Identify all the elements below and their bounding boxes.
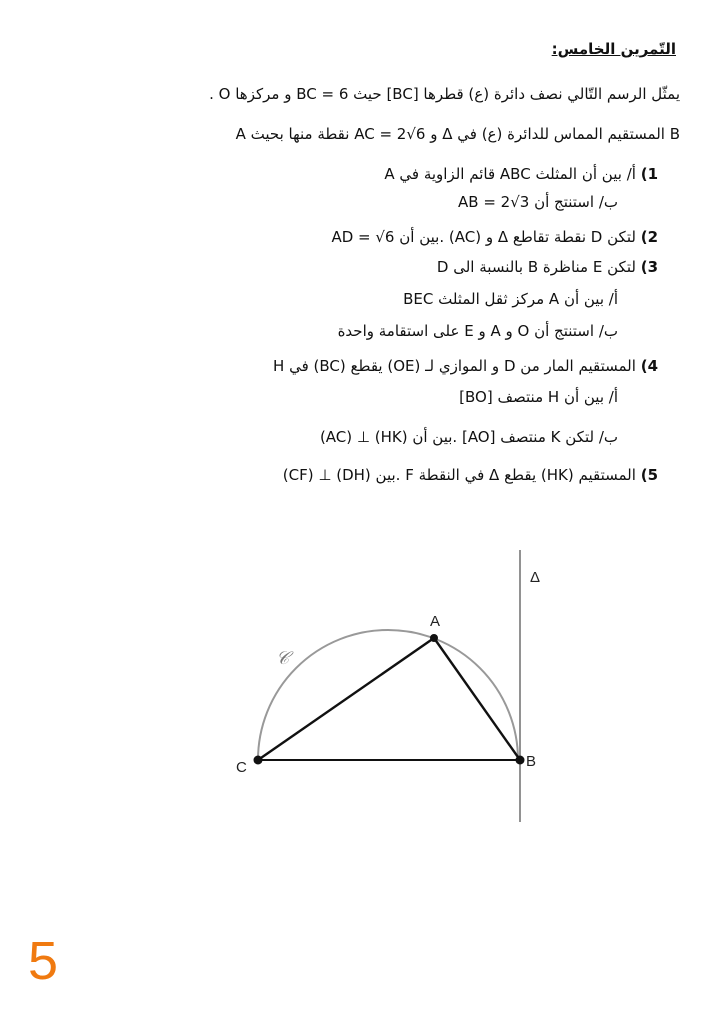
question-5-number: 5)	[640, 466, 658, 484]
intro-line-2: A نقطة منها بحيث AC = 2√6 و Δ المستقيم المماس للدائرة (ع) في B	[235, 125, 680, 143]
question-5-text: المستقيم (HK) يقطع Δ في النقطة F .بين (DH) ⊥ (CF)	[282, 466, 636, 484]
question-4	[273, 357, 658, 375]
question-4-text: المستقيم المار من D و الموازي لـ (OE) يقطع (BC) في H	[273, 357, 636, 375]
question-3-text: لتكن E مناظرة B بالنسبة الى D	[436, 258, 636, 276]
label-circle: 𝒞	[276, 648, 290, 668]
question-1a-text: أ/ بين أن المثلث ABC قائم الزاوية في A	[384, 165, 636, 183]
page-number: 5	[28, 931, 59, 991]
segment-ab	[434, 638, 520, 760]
label-b: B	[526, 753, 537, 770]
geometry-figure	[230, 540, 550, 830]
question-3-number: 3)	[640, 258, 658, 276]
point-b	[516, 756, 525, 765]
question-1b: ب/ استنتج أن AB = 2√3	[458, 193, 618, 211]
point-a	[430, 634, 438, 642]
question-1a	[384, 165, 658, 183]
semicircle-arc	[258, 630, 518, 760]
label-a: A	[430, 613, 441, 630]
question-3b: ب/ استنتج أن O و A و E على استقامة واحدة	[337, 322, 618, 340]
label-delta: Δ	[530, 569, 541, 586]
question-1-number: 1)	[640, 165, 658, 183]
question-2-number: 2)	[640, 228, 658, 246]
exercise-title: التّمرين الخامس:	[551, 40, 676, 58]
question-4a: أ/ بين أن H منتصف [BO]	[459, 388, 618, 406]
point-c	[254, 756, 263, 765]
question-3	[437, 258, 658, 276]
question-3a: أ/ بين أن A مركز ثقل المثلث BEC	[403, 290, 618, 308]
question-4b: ب/ لتكن K منتصف [AO] .بين أن (HK) ⊥ (AC)	[319, 428, 618, 446]
label-c: C	[236, 759, 247, 776]
question-2-text: لتكن D نقطة تقاطع Δ و (AC) .بين أن AD = √6	[331, 228, 636, 246]
intro-line-1: يمثّل الرسم التّالي نصف دائرة (ع) قطرها [BC] حيث BC = 6 و مركزها O .	[209, 85, 680, 103]
question-2	[331, 228, 658, 246]
question-4-number: 4)	[640, 357, 658, 375]
question-5	[283, 466, 658, 484]
